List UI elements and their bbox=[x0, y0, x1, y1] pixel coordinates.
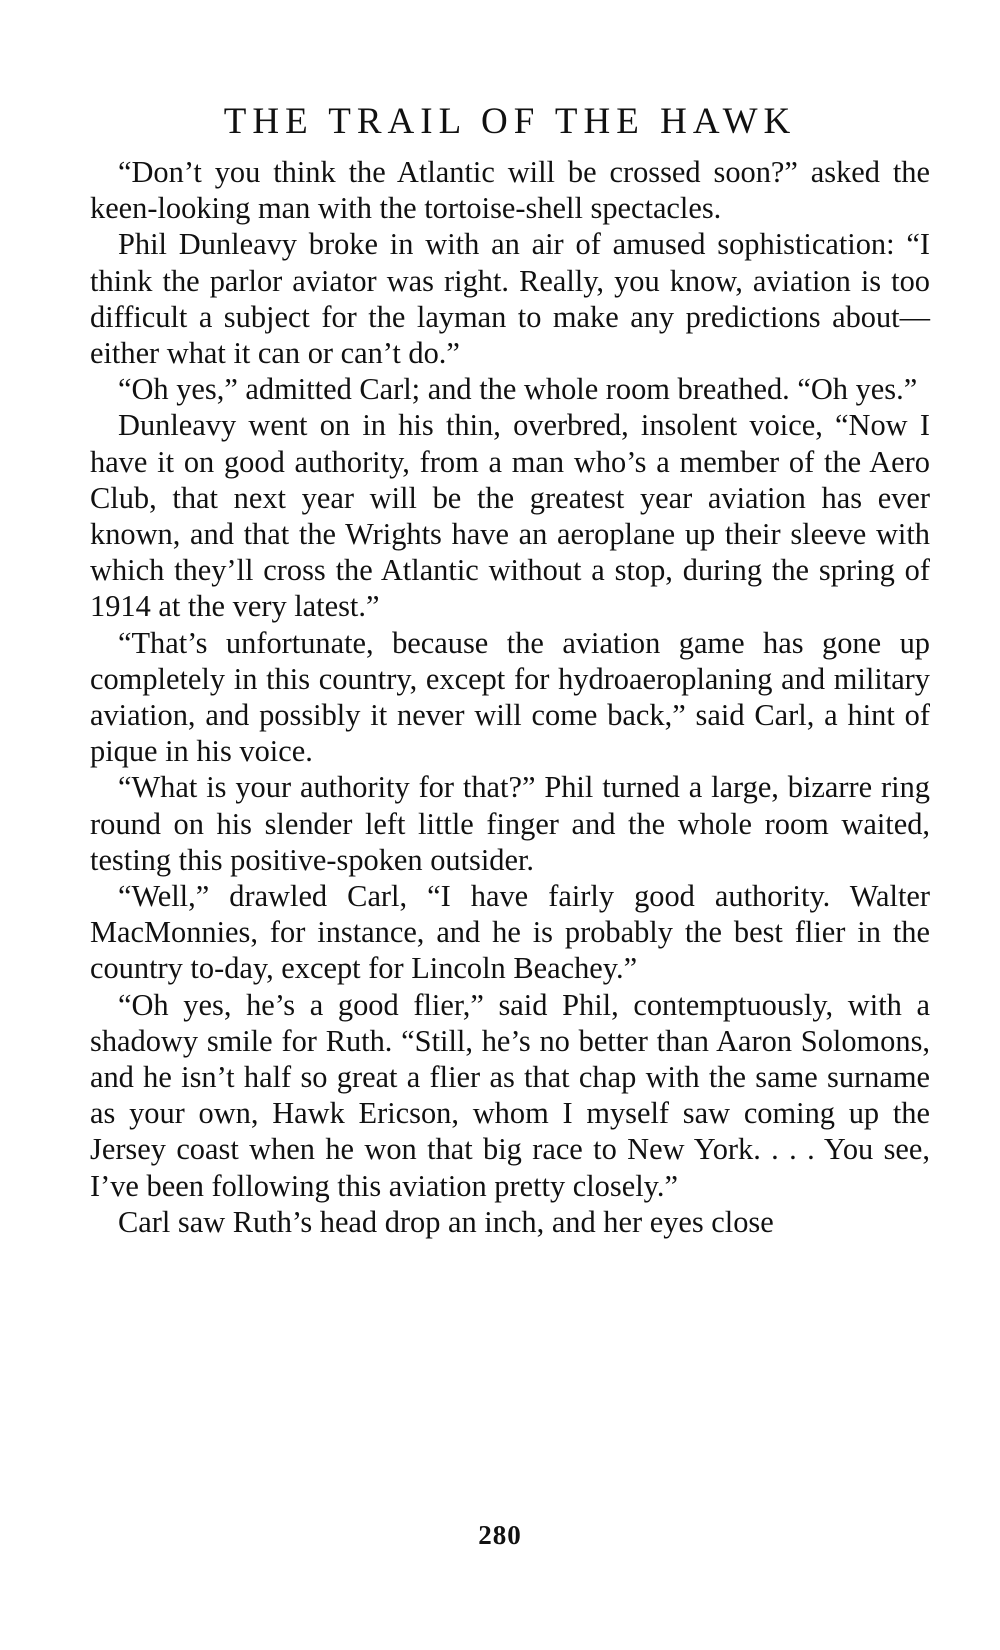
paragraph: Dunleavy went on in his thin, overbred, insolent voice, “Now I have it on good authority, from a man who’s a member of the Aero Club, that next year will be the greatest year aviation has ever known, and that the Wrights have an aeroplane up their sleeve with which they’ll cross the Atlantic without a stop, during the spring of 1914 at the very latest.” bbox=[90, 408, 930, 624]
paragraph: Phil Dunleavy broke in with an air of amused sophistication: “I think the parlor aviator was right. Really, you know, aviation is too difficult a subject for the layman to make any predictions about—either what it can or can’t do.” bbox=[90, 227, 930, 371]
running-head: THE TRAIL OF THE HAWK bbox=[223, 101, 797, 142]
page-number: 280 bbox=[478, 1520, 522, 1550]
paragraph: “What is your authority for that?” Phil turned a large, bizarre ring round on his slender left little finger and the whole room waited, testing this positive-spoken outsider. bbox=[90, 770, 930, 877]
paragraph: “That’s unfortunate, because the aviation game has gone up completely in this country, except for hydroaeroplaning and military aviation, and possibly it never will come back,” said Carl, a hint of pique in his voice. bbox=[90, 625, 930, 769]
paragraph: “Oh yes,” admitted Carl; and the whole room breathed. “Oh yes.” bbox=[118, 372, 918, 407]
book-page bbox=[90, 100, 930, 1240]
paragraph: “Well,” drawled Carl, “I have fairly good authority. Walter MacMonnies, for instance, and he is probably the best flier in the country to-day, except for Lincoln Beachey.” bbox=[90, 879, 930, 986]
paragraph: “Oh yes, he’s a good flier,” said Phil, contemptuously, with a shadowy smile for Ruth. “Still, he’s no better than Aaron Solomons, and he isn’t half so great a flier as that chap with the same surname as your own, Hawk Ericson, whom I myself saw coming up the Jersey coast when he won that big race to New York. . . . You see, I’ve been following this aviation pretty closely.” bbox=[90, 987, 930, 1203]
paragraph: “Don’t you think the Atlantic will be crossed soon?” asked the keen-looking man with the tortoise-shell spectacles. bbox=[90, 155, 930, 226]
body-text bbox=[90, 154, 930, 1240]
paragraph: Carl saw Ruth’s head drop an inch, and her eyes close bbox=[118, 1204, 774, 1239]
